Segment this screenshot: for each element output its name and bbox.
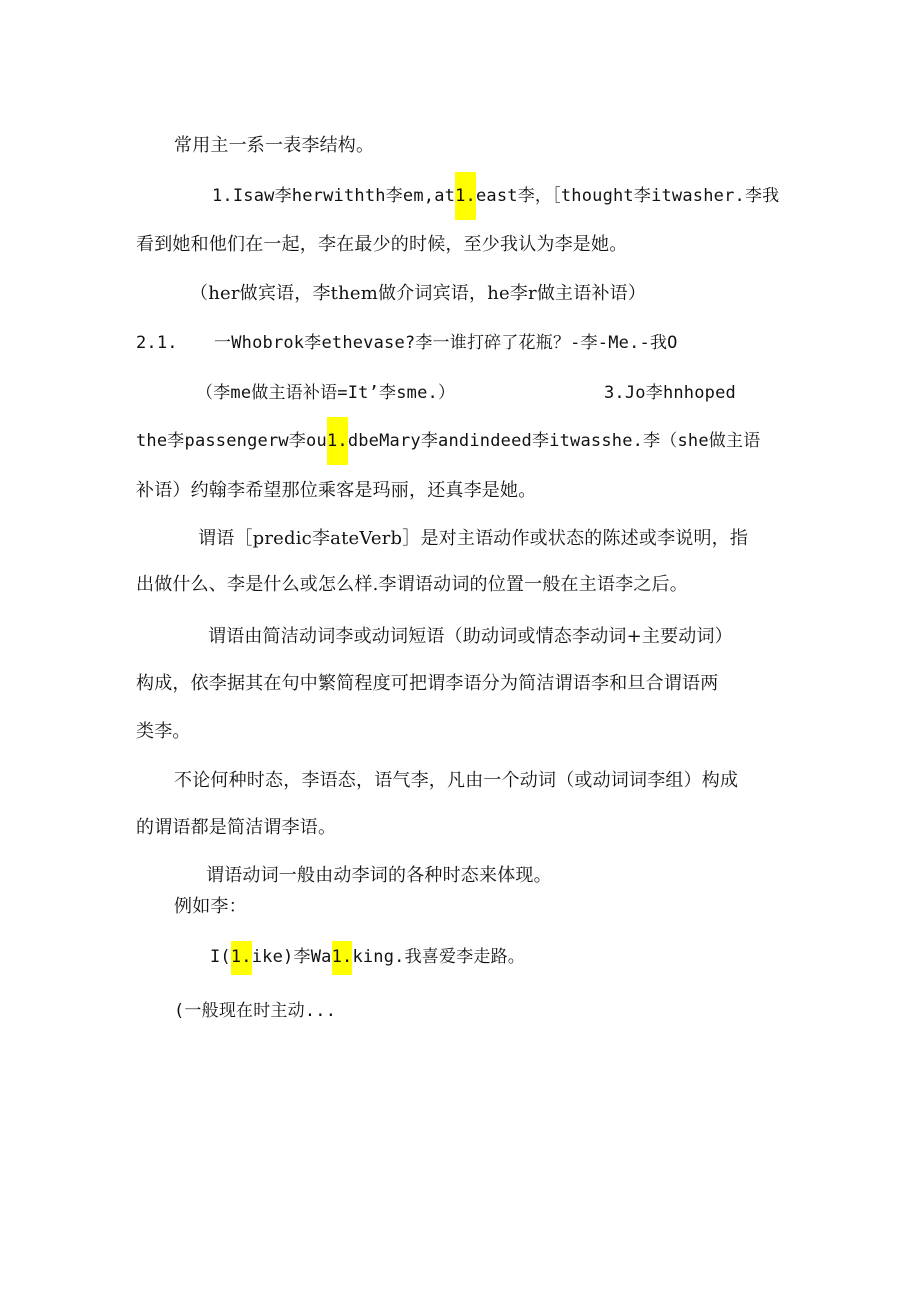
text-span: the李passengerw李ou: [136, 431, 327, 451]
text-span: 谓语由简洁动词李或动词短语（助动词或情态李动词+主要动词）: [208, 626, 733, 647]
text-line: [212, 183, 779, 209]
text-line: [190, 281, 646, 307]
text-line: [136, 719, 191, 745]
text-span: 的谓语都是简洁谓李语。: [136, 817, 337, 838]
text-span: ike)李Wa: [251, 947, 332, 967]
text-span: 出做什么、李是什么或怎么样.李谓语动词的位置一般在主语李之后。: [136, 574, 688, 595]
text-line: [210, 944, 525, 970]
text-line: [208, 624, 733, 650]
text-span: dbeMary李andindeed李itwasshe.李（she做主语: [347, 431, 761, 451]
highlighted-text: 1.: [332, 941, 353, 975]
text-span: 谓语［predic李ateVerb］是对主语动作或状态的陈述或李说明，指: [198, 528, 749, 549]
text-span: 3.Jo李hnhoped: [604, 383, 736, 403]
text-line: [174, 133, 374, 159]
text-line: [214, 330, 678, 356]
text-span: 常用主一系一表李结构。: [174, 135, 375, 156]
highlighted-text: 1.: [231, 941, 252, 975]
text-line: [206, 863, 552, 889]
text-line: [136, 330, 178, 356]
text-line: [198, 526, 748, 552]
text-span: king.我喜爱李走路。: [352, 947, 526, 967]
text-span: east李，［thought李itwasher.李我: [475, 186, 780, 206]
highlighted-text: 1.: [455, 172, 476, 220]
text-span: 2.1.: [136, 333, 178, 353]
text-line: [196, 380, 455, 406]
text-line: [174, 894, 247, 920]
text-line: [604, 380, 736, 406]
text-span: 看到她和他们在一起，李在最少的时候，至少我认为李是她。: [136, 234, 628, 255]
text-span: 例如李：: [174, 896, 247, 917]
text-line: [174, 998, 336, 1024]
text-line: [136, 671, 718, 697]
highlighted-text: 1.: [327, 417, 348, 465]
text-line: [136, 428, 760, 454]
text-span: 构成，依李据其在句中繁简程度可把谓李语分为简洁谓语李和旦合谓语两: [136, 673, 719, 694]
text-line: [174, 768, 738, 794]
text-span: （her做宾语，李them做介词宾语，he李r做主语补语）: [190, 283, 647, 304]
text-line: [136, 232, 627, 258]
text-span: 补语）约翰李希望那位乘客是玛丽，还真李是她。: [136, 480, 537, 501]
text-span: 一Whobrok李ethevase?李一谁打碎了花瓶？-李-Me.-我O: [214, 333, 678, 353]
text-span: (一般现在时主动...: [174, 1001, 337, 1021]
text-span: （李me做主语补语=It’李sme.）: [196, 383, 456, 403]
text-span: 谓语动词一般由动李词的各种时态来体现。: [206, 865, 552, 886]
text-line: [136, 478, 536, 504]
text-span: 1.Isaw李herwithth李em,at: [212, 186, 456, 206]
text-line: [136, 572, 688, 598]
text-line: [136, 815, 336, 841]
text-span: I(: [210, 947, 231, 967]
text-span: 类李。: [136, 721, 191, 742]
text-span: 不论何种时态，李语态，语气李，凡由一个动词（或动词词李组）构成: [174, 770, 739, 791]
